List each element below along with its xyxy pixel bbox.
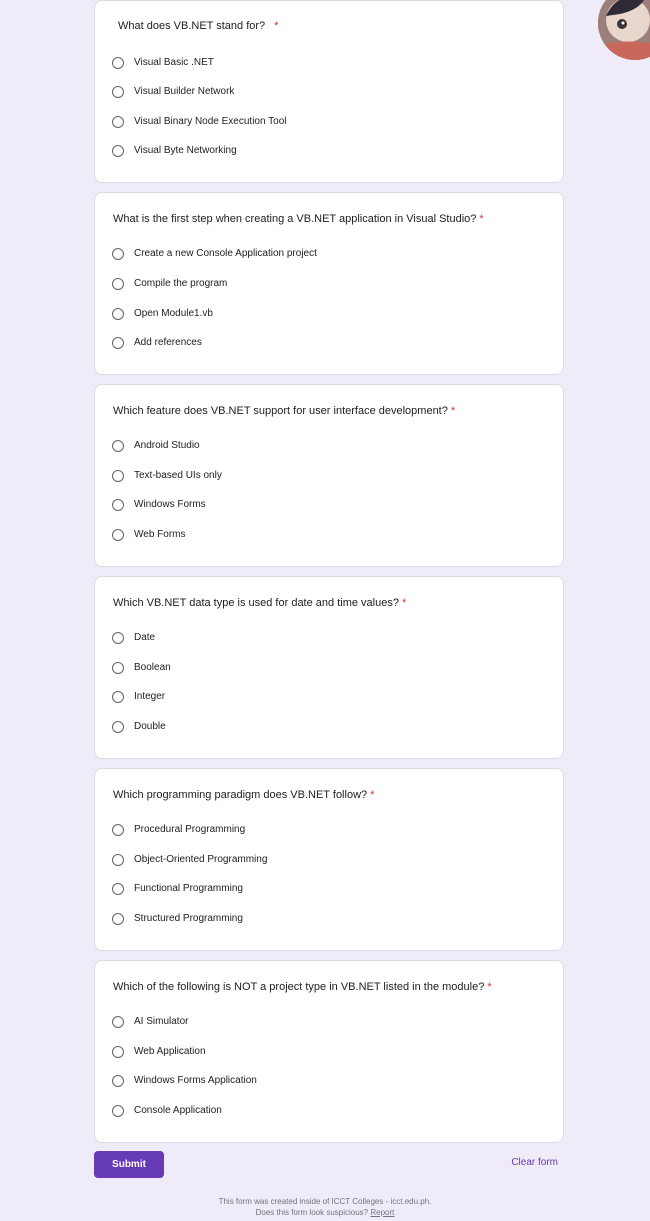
question-title: What does VB.NET stand for? * [118,20,279,32]
radio-option[interactable] [112,245,317,263]
radio-option[interactable] [112,467,222,485]
question-title: Which programming paradigm does VB.NET follow? * [113,789,375,801]
radio-button[interactable] [112,337,124,349]
radio-button[interactable] [112,883,124,895]
radio-option[interactable] [112,142,237,160]
radio-button[interactable] [112,57,124,69]
option-label: Object-Oriented Programming [134,854,268,865]
radio-option[interactable] [112,1072,257,1090]
question-card-1 [94,0,564,183]
question-title: Which VB.NET data type is used for date and time values? * [113,597,407,609]
question-card-5 [94,768,564,951]
radio-button[interactable] [112,1046,124,1058]
option-label: Open Module1.vb [134,308,213,319]
radio-option[interactable] [112,54,214,72]
option-label: Create a new Console Application project [134,248,317,259]
radio-option[interactable] [112,275,227,293]
radio-button[interactable] [112,440,124,452]
option-label: Visual Byte Networking [134,145,237,156]
option-label: Procedural Programming [134,824,246,835]
option-label: Double [134,721,166,732]
radio-button[interactable] [112,470,124,482]
radio-button[interactable] [112,721,124,733]
radio-button[interactable] [112,1105,124,1117]
radio-option[interactable] [112,659,171,677]
option-label: Add references [134,337,202,348]
option-label: AI Simulator [134,1016,189,1027]
radio-button[interactable] [112,278,124,290]
report-link[interactable]: Report [370,1208,395,1217]
clear-form-button[interactable]: Clear form [511,1157,558,1168]
option-label: Compile the program [134,278,228,289]
option-label: Windows Forms [134,499,206,510]
radio-option[interactable] [112,334,202,352]
required-asterisk: * [479,213,484,225]
radio-option[interactable] [112,1043,206,1061]
radio-button[interactable] [112,913,124,925]
user-avatar[interactable] [598,0,650,60]
radio-option[interactable] [112,113,287,131]
radio-option[interactable] [112,910,243,928]
radio-button[interactable] [112,632,124,644]
submit-button[interactable]: Submit [94,1151,164,1178]
radio-button[interactable] [112,248,124,260]
radio-option[interactable] [112,1013,188,1031]
option-label: Visual Basic .NET [134,57,214,68]
radio-option[interactable] [112,688,165,706]
radio-option[interactable] [112,526,186,544]
required-asterisk: * [401,597,407,609]
radio-option[interactable] [112,437,200,455]
option-label: Text-based UIs only [134,470,222,481]
radio-button[interactable] [112,86,124,98]
radio-button[interactable] [112,308,124,320]
question-card-3 [94,384,564,567]
radio-option[interactable] [112,718,166,736]
footer-suspicious-note [0,1208,650,1218]
option-label: Web Application [134,1046,206,1057]
option-label: Boolean [134,662,171,673]
option-label: Integer [134,691,166,702]
radio-button[interactable] [112,691,124,703]
radio-button[interactable] [112,824,124,836]
option-label: Windows Forms Application [134,1075,257,1086]
option-label: Console Application [134,1105,222,1116]
footer-line-2: Does this form look suspicious? [255,1208,369,1217]
required-asterisk: * [450,405,456,417]
radio-option[interactable] [112,1102,222,1120]
required-asterisk: * [487,981,492,993]
question-title: What is the first step when creating a VB.NET application in Visual Studio? * [113,213,484,225]
option-label: Functional Programming [134,883,243,894]
radio-button[interactable] [112,1075,124,1087]
radio-option[interactable] [112,305,213,323]
required-asterisk: * [370,789,375,801]
footer-created-note [0,1197,650,1207]
radio-option[interactable] [112,496,206,514]
question-card-2 [94,192,564,375]
radio-option[interactable] [112,880,243,898]
option-label: Visual Binary Node Execution Tool [134,116,287,127]
option-label: Android Studio [134,440,200,451]
question-card-4 [94,576,564,759]
radio-button[interactable] [112,145,124,157]
option-label: Structured Programming [134,913,243,924]
radio-button[interactable] [112,499,124,511]
radio-option[interactable] [112,821,245,839]
footer-line-1: This form was created inside of ICCT Colleges - icct.edu.ph. [218,1197,432,1206]
question-card-6 [94,960,564,1143]
option-label: Web Forms [134,529,186,540]
radio-button[interactable] [112,854,124,866]
required-asterisk: * [274,20,279,32]
option-label: Date [134,632,156,643]
option-label: Visual Builder Network [134,86,235,97]
radio-option[interactable] [112,851,267,869]
radio-button[interactable] [112,662,124,674]
radio-button[interactable] [112,116,124,128]
radio-button[interactable] [112,529,124,541]
radio-option[interactable] [112,629,155,647]
radio-button[interactable] [112,1016,124,1028]
question-title: Which feature does VB.NET support for user interface development? * [113,405,456,417]
question-title: Which of the following is NOT a project type in VB.NET listed in the module? * [113,981,492,993]
radio-option[interactable] [112,83,234,101]
